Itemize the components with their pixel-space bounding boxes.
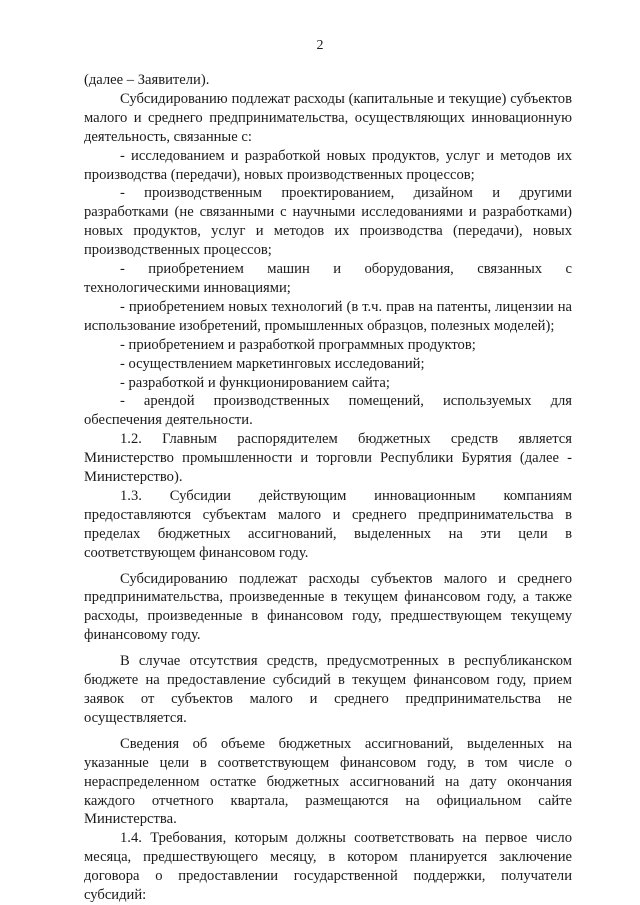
list-item-technologies: - приобретением новых технологий (в т.ч. прав на патенты, лицензии на использование изобретений, промышленных образцов, полезных моделей);: [84, 298, 572, 334]
paragraph-current-year-expenses: Субсидированию подлежат расходы субъектов малого и среднего предпринимательства, произведенные в текущем финансовом году, а также расходы, произведенные в финансовом году, предшествующем текущему финансовому году.: [84, 570, 572, 644]
paragraph-applicants: (далее – Заявители).: [84, 72, 210, 88]
section-1-3: 1.3. Субсидии действующим инновационным компаниям предоставляются субъектам малого и среднего предпринимательства в пределах бюджетных ассигнований, выделенных на эти цели в соответствующем финансовом году.: [84, 487, 572, 561]
list-item-website: - разработкой и функционированием сайта;: [120, 374, 390, 391]
list-item-equipment: - приобретением машин и оборудования, связанных с технологическими инновациями;: [84, 261, 572, 296]
paragraph-subsidized-expenses: Субсидированию подлежат расходы (капитальные и текущие) субъектов малого и среднего предпринимательства, осуществляющих инновационную деятельность, связанные с:: [84, 90, 572, 145]
page-number: 2: [316, 38, 324, 53]
list-item-marketing: - осуществлением маркетинговых исследований;: [120, 355, 425, 372]
list-item-software: - приобретением и разработкой программных продуктов;: [120, 336, 476, 353]
document-body: [84, 71, 572, 905]
paragraph-no-funds: В случае отсутствия средств, предусмотренных в республиканском бюджете на предоставление субсидий в текущем финансовом году, прием заявок от субъектов малого и среднего предпринимательства не осуществляется.: [84, 653, 572, 726]
list-item-rent: - арендой производственных помещений, используемых для обеспечения деятельности.: [84, 393, 572, 429]
section-1-2: 1.2. Главным распорядителем бюджетных средств является Министерство промышленности и торговли Республики Бурятия (далее - Министерство).: [84, 431, 572, 486]
list-item-design: - производственным проектированием, дизайном и другими разработками (не связанными с научными исследованиями и разработками) новых продуктов, услуг и методов их производства (передачи), новых производственных процессов;: [84, 185, 572, 259]
section-1-4: 1.4. Требования, которым должны соответствовать на первое число месяца, предшествующего месяцу, в котором планируется заключение договора о предоставлении государственной поддержки, получатели субсидий:: [84, 830, 572, 904]
list-item-research: - исследованием и разработкой новых продуктов, услуг и методов их производства (передачи), новых производственных процессов;: [84, 147, 572, 183]
paragraph-budget-info: Сведения об объеме бюджетных ассигнований, выделенных на указанные цели в соответствующем финансовом году, в том числе о нераспределенном остатке бюджетных ассигнований на дату окончания каждого отчетного квартала, размещаются на официальном сайте Министерства.: [84, 735, 572, 828]
